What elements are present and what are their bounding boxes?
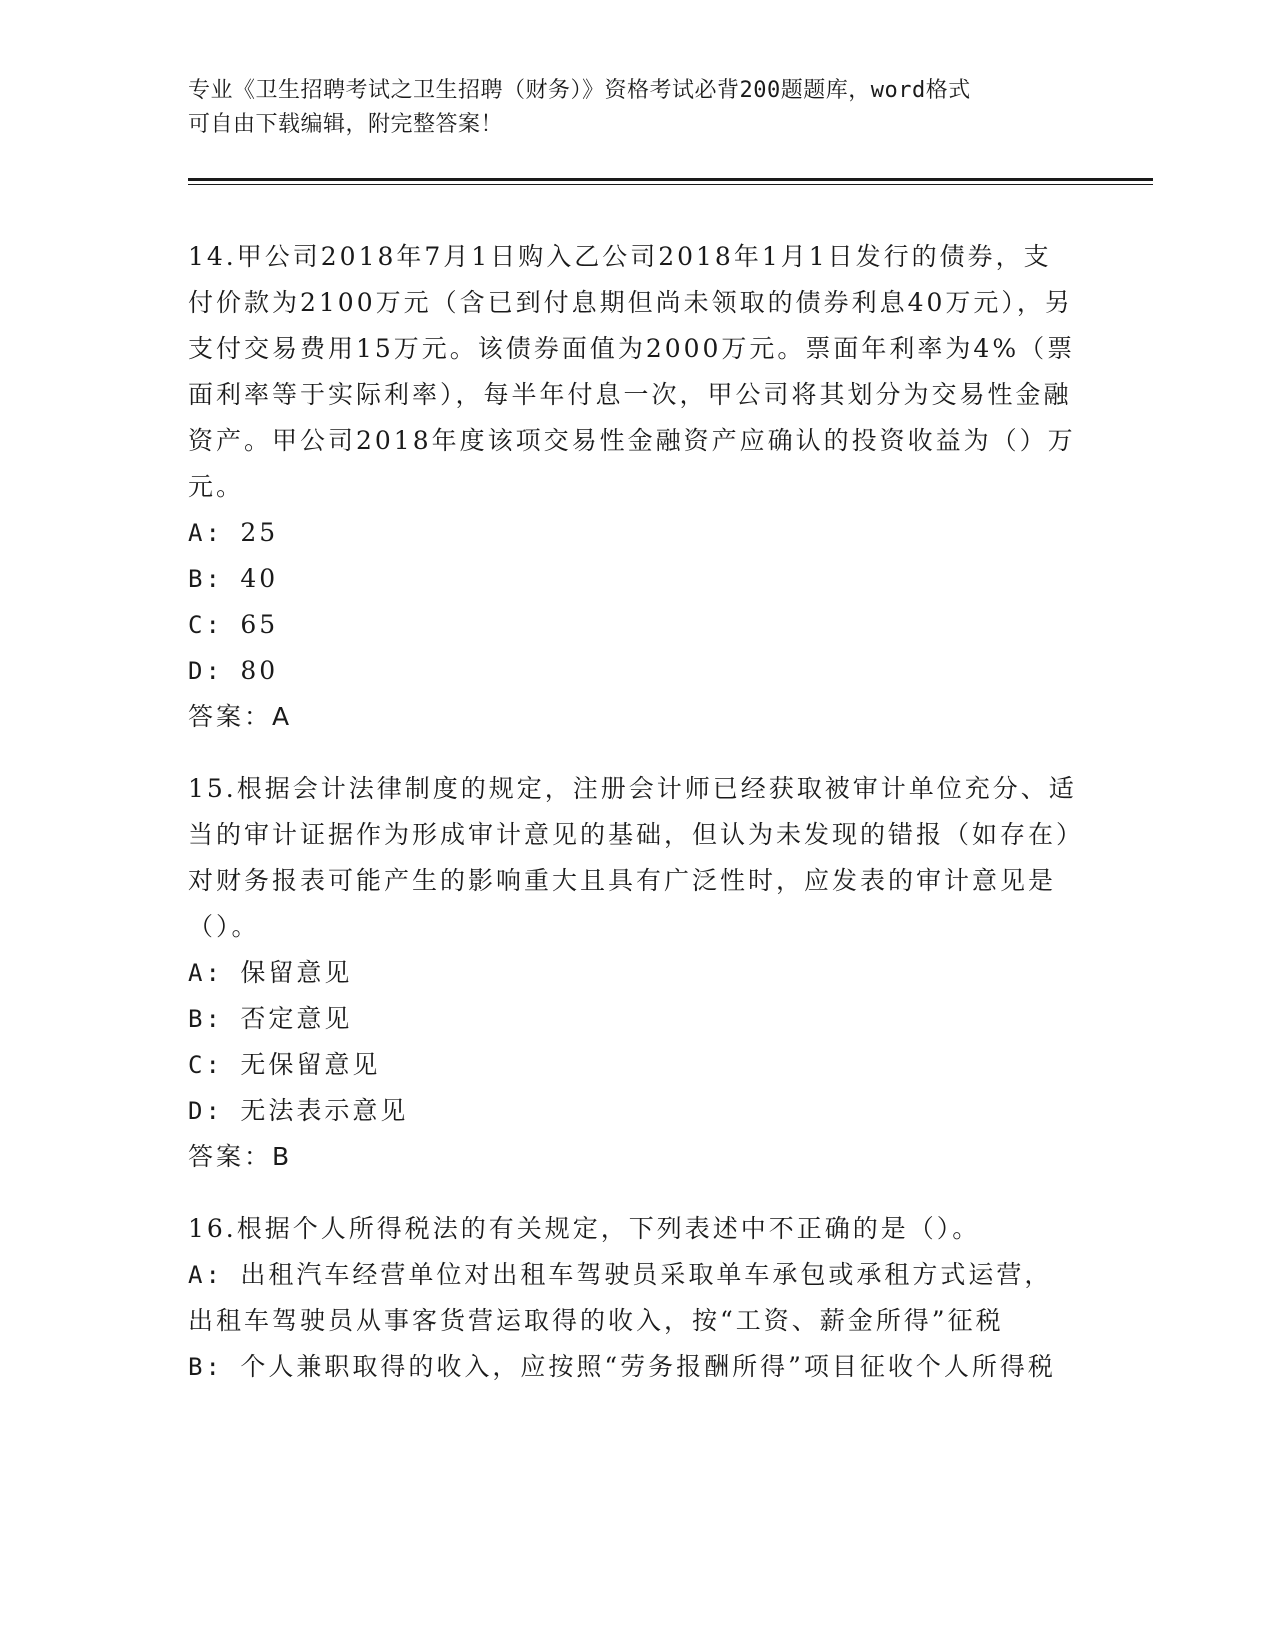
option-a bbox=[188, 950, 1078, 996]
option-key: C: bbox=[188, 611, 223, 639]
option-key: B: bbox=[188, 565, 223, 593]
answer-line: 答案：B bbox=[188, 1142, 293, 1171]
option-b bbox=[188, 996, 1078, 1042]
option-key: D: bbox=[188, 657, 223, 685]
option-a bbox=[188, 510, 1078, 556]
header-divider-thin bbox=[188, 184, 1153, 185]
option-key: A: bbox=[188, 519, 223, 547]
question-text: 15.根据会计法律制度的规定，注册会计师已经获取被审计单位充分、适当的审计证据作为形成审计意见的基础，但认为未发现的错报（如存在）对财务报表可能产生的影响重大且具有广泛性时，应发表的审计意见是（）。 bbox=[188, 774, 1077, 941]
option-b bbox=[188, 1344, 1078, 1390]
option-key: D: bbox=[188, 1097, 223, 1125]
option-text: 无保留意见 bbox=[240, 1050, 381, 1079]
option-c bbox=[188, 1042, 1078, 1088]
question-14 bbox=[188, 234, 1078, 740]
option-key: B: bbox=[188, 1353, 223, 1381]
option-d bbox=[188, 648, 1078, 694]
option-d bbox=[188, 1088, 1078, 1134]
option-text: 出租汽车经营单位对出租车驾驶员采取单车承包或承租方式运营，出租车驾驶员从事客货营运取得的收入，按“工资、薪金所得”征税 bbox=[188, 1260, 1053, 1335]
option-b bbox=[188, 556, 1078, 602]
option-text: 40 bbox=[240, 564, 279, 593]
question-text: 14.甲公司2018年7月1日购入乙公司2018年1月1日发行的债券，支付价款为2100万元（含已到付息期但尚未领取的债券利息40万元），另支付交易费用15万元。该债券面值为2000万元。票面年利率为4%（票面利率等于实际利率），每半年付息一次，甲公司将其划分为交易性金融资产。甲公司2018年度该项交易性金融资产应确认的投资收益为（）万元。 bbox=[188, 242, 1076, 501]
question-list bbox=[188, 234, 1078, 1416]
option-text: 个人兼职取得的收入，应按照“劳务报酬所得”项目征收个人所得税 bbox=[240, 1352, 1056, 1381]
option-text: 否定意见 bbox=[240, 1004, 353, 1033]
answer-line: 答案：A bbox=[188, 702, 293, 731]
option-text: 无法表示意见 bbox=[240, 1096, 409, 1125]
option-key: A: bbox=[188, 959, 223, 987]
option-text: 65 bbox=[240, 610, 279, 639]
option-a bbox=[188, 1252, 1078, 1344]
option-text: 保留意见 bbox=[240, 958, 353, 987]
option-key: A: bbox=[188, 1261, 223, 1289]
option-key: C: bbox=[188, 1051, 223, 1079]
header-line-1: 专业《卫生招聘考试之卫生招聘（财务）》资格考试必背200题题库，word格式 bbox=[188, 78, 971, 103]
document-header bbox=[188, 74, 1088, 142]
option-text: 80 bbox=[240, 656, 279, 685]
header-line-2: 可自由下载编辑，附完整答案！ bbox=[188, 112, 504, 137]
question-16 bbox=[188, 1206, 1078, 1390]
header-divider-thick bbox=[188, 178, 1153, 181]
question-text: 16.根据个人所得税法的有关规定，下列表述中不正确的是（）。 bbox=[188, 1214, 981, 1243]
option-text: 25 bbox=[240, 518, 279, 547]
question-15 bbox=[188, 766, 1078, 1180]
option-c bbox=[188, 602, 1078, 648]
option-key: B: bbox=[188, 1005, 223, 1033]
